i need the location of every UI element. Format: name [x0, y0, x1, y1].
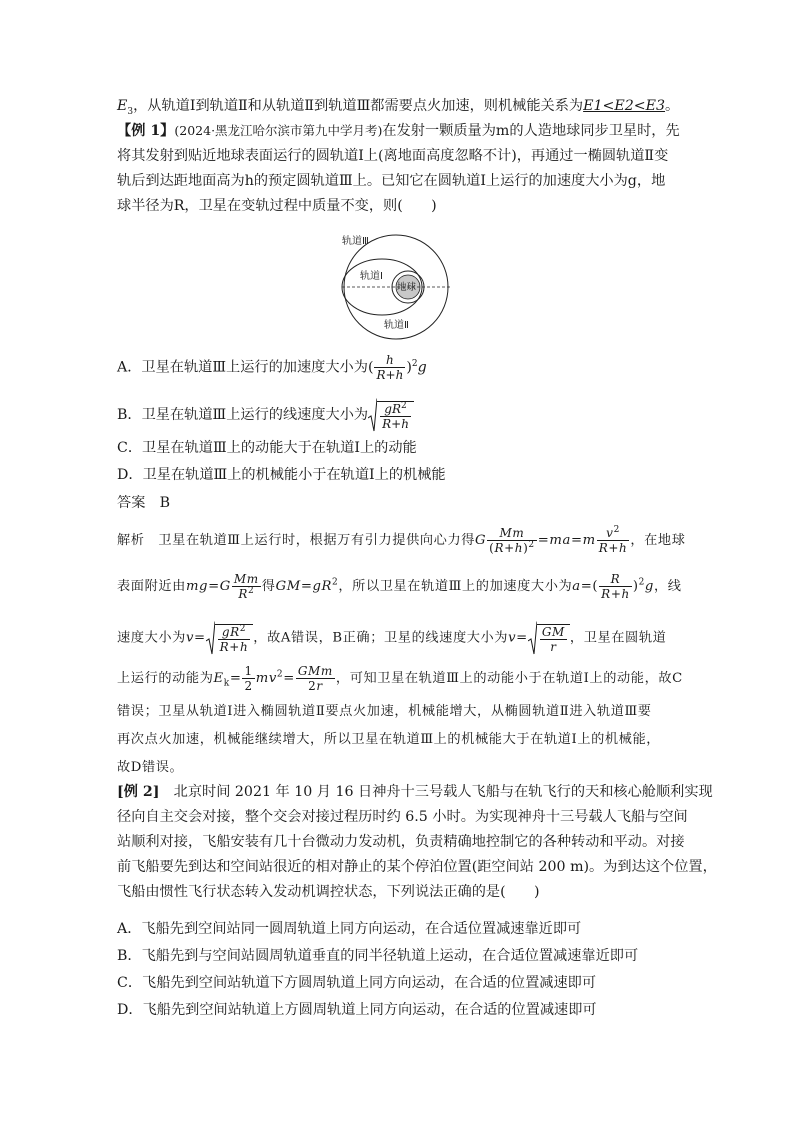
orbit-2-label: 轨道Ⅱ — [384, 320, 409, 331]
example2-option-b: B．飞船先到与空间站圆周轨道垂直的同半径轨道上运动，在合适位置减速靠近即可 — [117, 948, 639, 964]
example1-option-d: D．卫星在轨道Ⅲ上的机械能小于在轨道Ⅰ上的机械能 — [117, 467, 446, 483]
example1-label: 【例 1】 — [117, 123, 175, 139]
orbit-diagram — [320, 232, 472, 342]
formula-sqrt: $\frac{gR^2}{R+h}$ — [368, 398, 414, 432]
example1-option-a: A．卫星在轨道Ⅲ上运行的加速度大小为( $\frac{h}{R+h}$ )$^2$g — [117, 353, 427, 382]
example1-line-3: 轨后到达距地面高为h的预定圆轨道Ⅲ上。已知它在圆轨道Ⅰ上运行的加速度大小为g，地 — [117, 173, 666, 189]
analysis-line-3: 速度大小为v= $\frac{gR^2}{R+h}$ ，故A错误，B正确；卫星的线速度大小为v= $\frac{GM}{r}$ ，卫星在圆轨道 — [117, 621, 687, 655]
energy-relation: E1<E2<E3 — [583, 98, 666, 114]
example2-line-1: [例 2] 北京时间 2021 年 10 月 16 日神舟十三号载人飞船与在轨飞行的天和核心舱顺利实现 — [117, 784, 713, 800]
example1-line-2: 将其发射到贴近地球表面运行的圆轨道Ⅰ上(离地面高度忽略不计)，再通过一椭圆轨道Ⅱ变 — [117, 148, 669, 164]
intro-lead: ，从轨道Ⅰ到轨道Ⅱ和从轨道Ⅱ到轨道Ⅲ都需要点火加速，则机械能关系为 — [133, 98, 584, 114]
example1-source: (2024·黑龙江哈尔滨市第九中学月考) — [174, 123, 383, 138]
example1-answer: 答案 B — [117, 495, 171, 511]
analysis-line-4: 上运行的动能为$E_k=$ $\frac{1}{2}$ $mv^2=$ $\frac{\text{GMm}}{2r}$ ，可知卫星在轨道Ⅲ上的动能小于在轨道Ⅰ上的动能，故C — [117, 664, 683, 693]
example2-line-2: 径向自主交会对接，整个交会对接过程历时约 6.5 小时。为实现神舟十三号载人飞船与空间 — [117, 809, 688, 825]
example1-line-4: 球半径为R，卫星在变轨过程中质量不变，则( ) — [117, 198, 437, 214]
example2-option-d: D．飞船先到空间站轨道上方圆周轨道上同方向运动，在合适的位置减速即可 — [117, 1002, 597, 1018]
example2-option-c: C．飞船先到空间站轨道下方圆周轨道上同方向运动，在合适的位置减速即可 — [117, 975, 597, 991]
analysis-line-7: 故D错误。 — [117, 760, 184, 775]
example1-option-c: C．卫星在轨道Ⅲ上的动能大于在轨道Ⅰ上的动能 — [117, 440, 417, 456]
example1-option-b: B．卫星在轨道Ⅲ上运行的线速度大小为 $\frac{gR^2}{R+h}$ — [117, 398, 687, 432]
analysis-line-1: 解析 卫星在轨道Ⅲ上运行时，根据万有引力提供向心力得G $\frac{Mm}{(R+h)^2}$ =ma=m $\frac{v^2}{R+h}$ ，在地球 — [117, 525, 686, 555]
example1-line-1: 【例 1】(2024·黑龙江哈尔滨市第九中学月考)在发射一颗质量为m的人造地球同步卫星时，先 — [117, 123, 680, 139]
example2-option-a: A．飞船先到空间站同一圆周轨道上同方向运动，在合适位置减速靠近即可 — [117, 921, 582, 937]
example2-line-3: 站顺利对接，飞船安装有几十台微动力发动机，负责精确地控制它的各种转动和平动。对接 — [117, 834, 685, 850]
analysis-line-6: 再次点火加速，机械能继续增大，所以卫星在轨道Ⅲ上的机械能大于在轨道Ⅰ上的机械能， — [117, 732, 661, 747]
example2-line-5: 飞船由惯性飞行状态转入发动机调控状态，下列说法正确的是( ) — [117, 884, 540, 900]
example2-label: [例 2] — [117, 784, 160, 800]
intro-line: $E_3$，从轨道Ⅰ到轨道Ⅱ和从轨道Ⅱ到轨道Ⅲ都需要点火加速，则机械能关系为E1<E2<E3。 — [117, 98, 680, 117]
sqrt-sign-icon — [528, 621, 537, 655]
formula-frac: $\frac{h}{R+h}$ — [376, 353, 404, 382]
orbit-3-label: 轨道Ⅲ — [342, 236, 369, 247]
sqrt-sign-icon — [368, 398, 377, 432]
orbit-1-label: 轨道Ⅰ — [360, 271, 383, 282]
earth-label: 地球 — [397, 282, 417, 293]
example2-line-4: 前飞船要先到达和空间站很近的相对静止的某个停泊位置(距空间站 200 m)。为到达这个位置， — [117, 859, 717, 875]
sqrt-sign-icon — [206, 621, 215, 655]
analysis-line-2: 表面附近由mg=G $\frac{Mm}{R^2}$ 得$GM=gR^2$，所以卫星在轨道Ⅲ上的加速度大小为a=( $\frac{R}{R+h}$ )$^2$g，线 — [117, 572, 682, 601]
analysis-line-5: 错误；卫星从轨道Ⅰ进入椭圆轨道Ⅱ要点火加速，机械能增大，从椭圆轨道Ⅱ进入轨道Ⅲ要 — [117, 704, 652, 719]
